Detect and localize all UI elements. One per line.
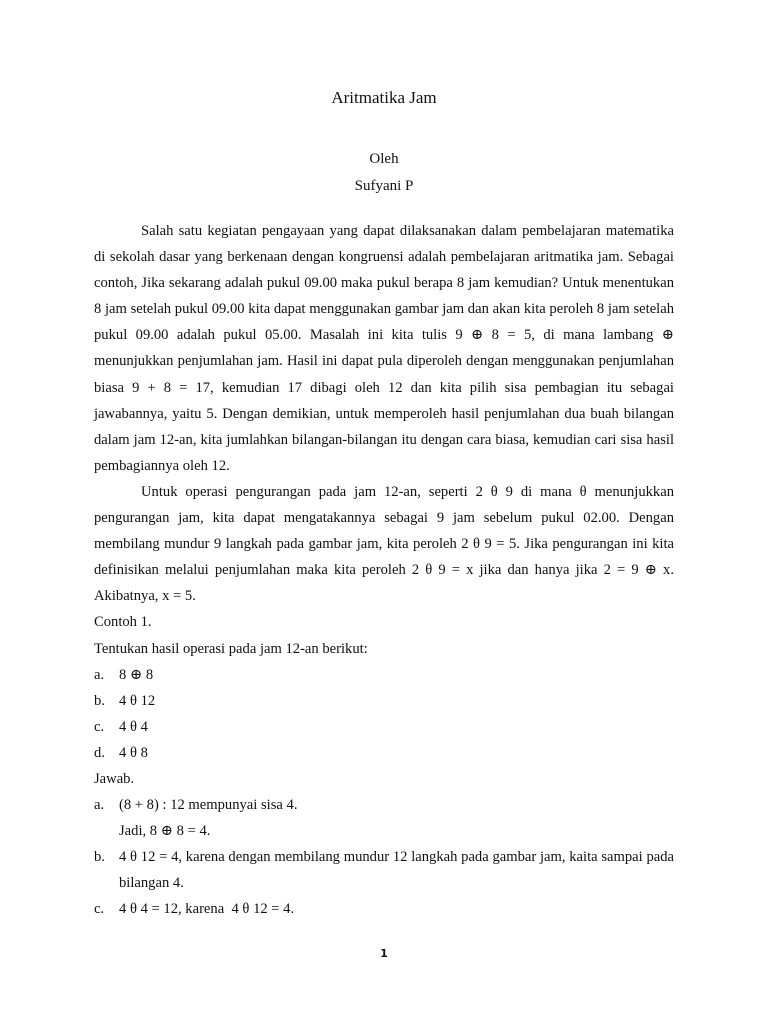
- answer-label: b.: [94, 849, 105, 866]
- answer-item: [94, 844, 674, 896]
- problem-label: d.: [94, 744, 105, 761]
- problem-text: 4 θ 12: [119, 692, 156, 709]
- author-name: Sufyani P: [354, 178, 414, 194]
- problem-label: c.: [94, 718, 105, 735]
- problem-item: [94, 714, 674, 740]
- answer-heading: Jawab.: [94, 770, 135, 787]
- example-heading: Contoh 1.: [94, 614, 152, 631]
- problem-item: [94, 740, 674, 766]
- problem-label: b.: [94, 692, 105, 709]
- paragraph-intro: Salah satu kegiatan pengayaan yang dapat dilaksanakan dalam pembelajaran matematika di sekolah dasar yang berkenaan dengan kongruensi adalah pembelajaran aritmatika jam. Sebagai contoh, Jika sekarang adalah pukul 09.00 maka pukul berapa 8 jam kemudian? Untuk menentukan 8 jam setelah pukul 09.00 kita dapat menggunakan gambar jam dan akan kita peroleh 8 jam setelah pukul 09.00 adalah pukul 05.00. Masalah ini kita tulis 9 ⊕ 8 = 5, di mana lambang ⊕ menunjukkan penjumlahan jam. Hasil ini dapat pula diperoleh dengan menggunakan penjumlahan biasa 9 + 8 = 17, kemudian 17 dibagi oleh 12 dan kita pilih sisa pembagian itu sebagai jawabannya, yaitu 5. Dengan demikian, untuk memperoleh hasil penjumlahan dua buah bilangan dalam jam 12-an, kita jumlahkan bilangan-bilangan itu dengan cara biasa, kemudian cari sisa hasil pembagiannya oleh 12.: [94, 223, 674, 474]
- problem-text: 4 θ 8: [119, 744, 148, 761]
- document-body: [94, 218, 674, 923]
- problem-text: 8 ⊕ 8: [119, 666, 154, 683]
- problem-item: [94, 662, 674, 688]
- answer-item: [94, 896, 674, 922]
- problem-text: 4 θ 4: [119, 718, 148, 735]
- answer-label: c.: [94, 901, 105, 918]
- example-instruction: Tentukan hasil operasi pada jam 12-an berikut:: [94, 640, 368, 657]
- answer-text: 4 θ 12 = 4, karena dengan membilang mundur 12 langkah pada gambar jam, kaita sampai pada bilangan 4.: [119, 849, 674, 892]
- problem-label: a.: [94, 666, 105, 683]
- page-number: 1: [380, 947, 388, 960]
- answer-text: (8 + 8) : 12 mempunyai sisa 4.: [119, 797, 298, 814]
- problem-item: [94, 688, 674, 714]
- document-title: Aritmatika Jam: [331, 88, 437, 107]
- answer-label: a.: [94, 797, 105, 814]
- paragraph-subtraction: Untuk operasi pengurangan pada jam 12-an, seperti 2 θ 9 di mana θ menunjukkan pengurangan jam, kita dapat mengatakannya sebagai 9 jam sebelum pukul 02.00. Dengan membilang mundur 9 langkah pada gambar jam, kita peroleh 2 θ 9 = 5. Jika pengurangan ini kita definisikan melalui penjumlahan maka kita peroleh 2 θ 9 = x jika dan hanya jika 2 = 9 ⊕ x. Akibatnya, x = 5.: [94, 483, 674, 605]
- answer-item: [94, 792, 674, 818]
- byline: [0, 146, 768, 200]
- answer-text: 4 θ 4 = 12, karena 4 θ 12 = 4.: [119, 901, 295, 918]
- answer-followup: Jadi, 8 ⊕ 8 = 4.: [119, 823, 211, 840]
- by-label: Oleh: [369, 151, 399, 167]
